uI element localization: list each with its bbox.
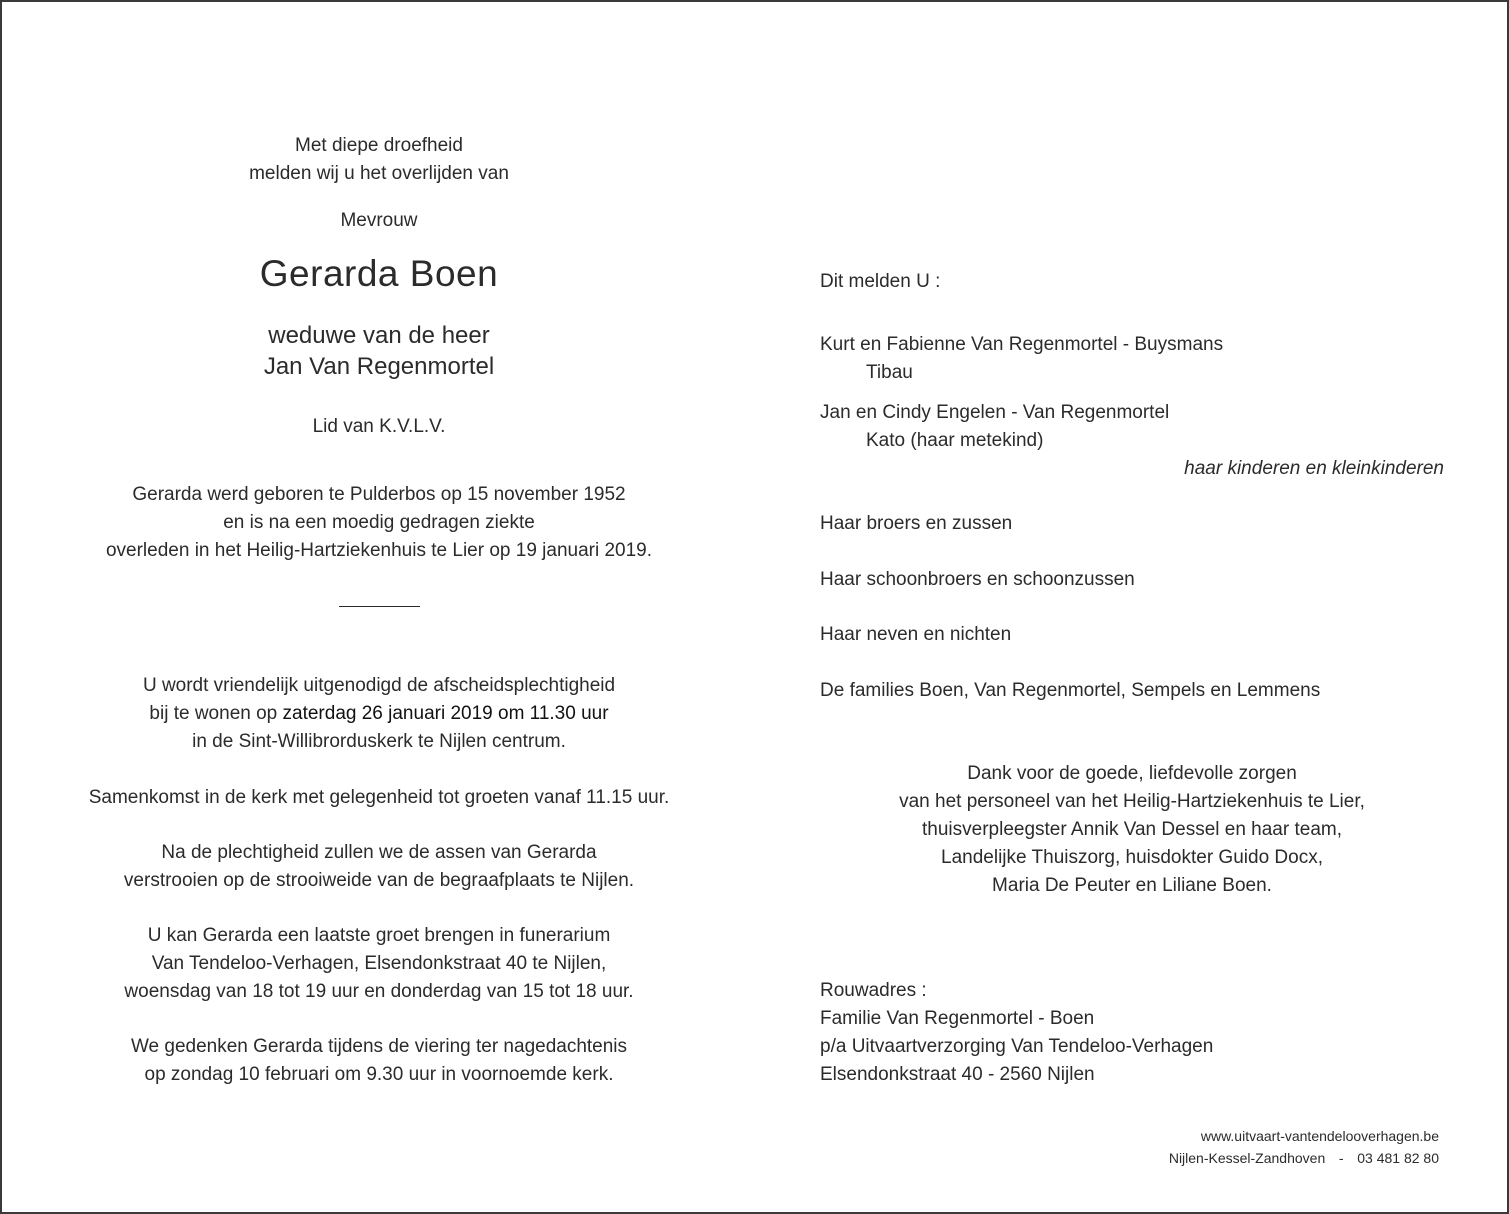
memorial-line-1: We gedenken Gerarda tijdens de viering ter nagedachtenis — [130, 1036, 628, 1057]
widow-line-2: Jan Van Regenmortel — [263, 353, 495, 380]
funeral-home-phone: 03 481 82 80 — [1357, 1150, 1439, 1166]
thanks-text — [832, 760, 1432, 900]
thanks-line-1: Dank voor de goede, liefdevolle zorgen — [967, 763, 1297, 784]
thanks-line-3: thuisverpleegster Annik Van Dessel en haar team, — [922, 819, 1342, 840]
ceremony-datetime: zaterdag 26 januari 2019 om 11.30 uur — [282, 703, 609, 724]
families: De families Boen, Van Regenmortel, Sempels en Lemmens — [820, 680, 1321, 701]
membership: Lid van K.V.L.V. — [312, 416, 446, 437]
widow-of — [129, 320, 629, 382]
announce-heading: Dit melden U : — [820, 271, 941, 292]
cousins: Haar neven en nichten — [820, 624, 1012, 645]
invite-line-2 — [59, 700, 699, 728]
funeral-home-contact — [1169, 1148, 1439, 1169]
contact-separator: - — [1338, 1150, 1344, 1166]
birth-line-1: Gerarda werd geboren te Pulderbos op 15 november 1952 — [132, 484, 626, 505]
funerarium-line-1: U kan Gerarda een laatste groet brengen in funerarium — [147, 925, 611, 946]
children-label: haar kinderen en kleinkinderen — [1184, 458, 1444, 479]
address-line-2: p/a Uitvaartverzorging Van Tendeloo-Verhagen — [820, 1036, 1214, 1057]
ashes-line-2: verstrooien op de strooiweide van de begraafplaats te Nijlen. — [123, 870, 635, 891]
address-line-1: Familie Van Regenmortel - Boen — [820, 1008, 1095, 1029]
funerarium-line-3: woensdag van 18 tot 19 uur en donderdag van 15 tot 18 uur. — [124, 981, 634, 1002]
gathering-text: Samenkomst in de kerk met gelegenheid tot groeten vanaf 11.15 uur. — [88, 787, 670, 808]
in-laws: Haar schoonbroers en schoonzussen — [820, 569, 1135, 590]
birth-line-3: overleden in het Heilig-Hartziekenhuis te Lier op 19 januari 2019. — [105, 540, 653, 561]
family-2: Jan en Cindy Engelen - Van Regenmortel — [820, 402, 1170, 423]
ashes-text — [59, 839, 699, 895]
birth-line-2: en is na een moedig gedragen ziekte — [223, 512, 535, 533]
funerarium-line-2: Van Tendeloo-Verhagen, Elsendonkstraat 40 te Nijlen, — [151, 953, 607, 974]
family-1-child: Tibau — [866, 362, 913, 383]
title-mevrouw: Mevrouw — [340, 210, 418, 231]
ceremony-invitation — [59, 672, 699, 756]
thanks-line-2: van het personeel van het Heilig-Hartziekenhuis te Lier, — [899, 791, 1365, 812]
funeral-home-locations: Nijlen-Kessel-Zandhoven — [1168, 1150, 1326, 1166]
intro-line-2: melden wij u het overlijden van — [249, 163, 509, 184]
invite-line-1: U wordt vriendelijk uitgenodigd de afscheidsplechtigheid — [142, 675, 616, 696]
thanks-line-5: Maria De Peuter en Liliane Boen. — [992, 875, 1272, 896]
siblings: Haar broers en zussen — [820, 513, 1013, 534]
ashes-line-1: Na de plechtigheid zullen we de assen van Gerarda — [161, 842, 597, 863]
family-1: Kurt en Fabienne Van Regenmortel - Buysmans — [820, 334, 1224, 355]
invite-line-3: in de Sint-Willibrorduskerk te Nijlen centrum. — [192, 731, 566, 752]
widow-line-1: weduwe van de heer — [268, 322, 490, 349]
deceased-name: Gerarda Boen — [259, 253, 499, 294]
address-line-3: Elsendonkstraat 40 - 2560 Nijlen — [820, 1064, 1095, 1085]
birth-and-death — [59, 481, 699, 565]
funeral-home-website: www.uitvaart-vantendelooverhagen.be — [1200, 1128, 1439, 1144]
thanks-line-4: Landelijke Thuiszorg, huisdokter Guido Docx, — [941, 847, 1323, 868]
intro-text — [179, 132, 579, 188]
memorial-line-2: op zondag 10 februari om 9.30 uur in voornoemde kerk. — [144, 1064, 614, 1085]
invite-line-2-pre: bij te wonen op — [149, 703, 283, 724]
intro-line-1: Met diepe droefheid — [295, 135, 463, 156]
funerarium-text — [59, 922, 699, 1006]
mourning-address — [820, 977, 1213, 1089]
memorial-text — [59, 1033, 699, 1089]
address-heading: Rouwadres : — [820, 980, 927, 1001]
divider-line — [339, 606, 420, 607]
family-2-child: Kato (haar metekind) — [866, 430, 1044, 451]
